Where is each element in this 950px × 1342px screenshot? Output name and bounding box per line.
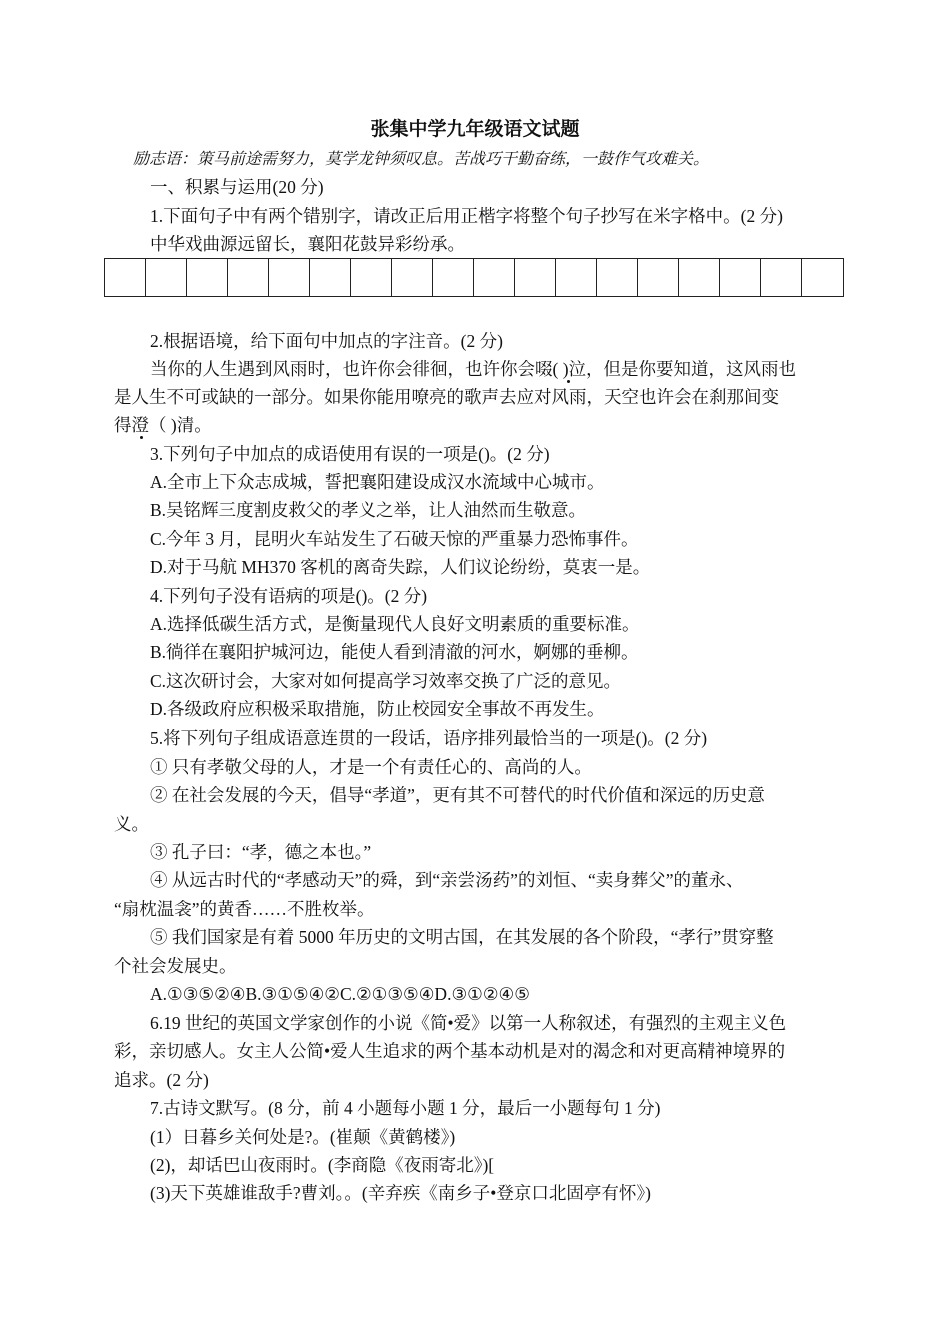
q4-option-a: A.选择低碳生活方式，是衡量现代人良好文明素质的重要标准。 xyxy=(150,614,640,634)
q3-option-a: A.全市上下众志成城，誓把襄阳建设成汉水流域中心城市。 xyxy=(150,472,605,492)
q5-sentence: ① 只有孝敬父母的人，才是一个有责任心的、高尚的人。 xyxy=(150,757,592,777)
q6-text: 彩，亲切感人。女主人公简•爱人生追求的两个基本动机是对的渴念和对更高精神境界的 xyxy=(114,1041,786,1061)
q7-stem: 7.古诗文默写。(8 分，前 4 小题每小题 1 分，最后一小题每句 1 分) xyxy=(150,1098,661,1118)
q2-passage-line: 是人生不可或缺的一部分。如果你能用嘹亮的歌声去应对风雨，天空也许会在刹那间变 xyxy=(114,387,779,407)
grid-cell[interactable] xyxy=(310,259,351,296)
grid-cell[interactable] xyxy=(638,259,679,296)
q5-sentence: ③ 孔子曰：“孝，德之本也。” xyxy=(150,842,372,862)
q2-passage-line: 当你的人生遇到风雨时，也许你会徘徊，也许你会啜( )泣，但是你要知道，这风雨也 xyxy=(150,359,797,379)
q7-item: (3)天下英雄谁敌手?曹刘。。(辛弃疾《南乡子•登京口北固亭有怀》) xyxy=(150,1183,651,1203)
q6-text: 追求。(2 分) xyxy=(114,1070,209,1090)
q4-option-c: C.这次研讨会，大家对如何提高学习效率交换了广泛的意见。 xyxy=(150,671,622,691)
grid-cell[interactable] xyxy=(515,259,556,296)
motto: 励志语：策马前途需努力，莫学龙钟须叹息。苦战巧干勤奋练，一鼓作气攻难关。 xyxy=(133,149,710,168)
q5-sentence: ④ 从远古时代的“孝感动天”的舜，到“亲尝汤药”的刘恒、“卖身葬父”的董永、 xyxy=(150,870,744,890)
grid-cell[interactable] xyxy=(392,259,433,296)
q4-stem: 4.下列句子没有语病的项是()。(2 分) xyxy=(150,586,428,606)
q2-passage-line: 得澄（ )清。 xyxy=(114,415,212,435)
grid-cell[interactable] xyxy=(228,259,269,296)
q4-option-d: D.各级政府应积极采取措施，防止校园安全事故不再发生。 xyxy=(150,699,605,719)
grid-cell[interactable] xyxy=(105,259,146,296)
grid-cell[interactable] xyxy=(679,259,720,296)
grid-cell[interactable] xyxy=(351,259,392,296)
section-heading: 一、积累与运用(20 分) xyxy=(150,177,324,197)
q1-sentence: 中华戏曲源远留长，襄阳花鼓异彩纷承。 xyxy=(150,234,465,254)
writing-grid xyxy=(104,258,844,297)
q3-option-c: C.今年 3 月，昆明火车站发生了石破天惊的严重暴力恐怖事件。 xyxy=(150,529,639,549)
q3-stem: 3.下列句子中加点的成语使用有误的一项是()。(2 分) xyxy=(150,444,550,464)
q5-sentence: 个社会发展史。 xyxy=(114,956,237,976)
grid-cell[interactable] xyxy=(597,259,638,296)
grid-cell[interactable] xyxy=(146,259,187,296)
grid-cell[interactable] xyxy=(761,259,802,296)
q5-sentence: ② 在社会发展的今天，倡导“孝道”，更有其不可替代的时代价值和深远的历史意 xyxy=(150,785,765,805)
grid-cell[interactable] xyxy=(720,259,761,296)
q3-option-d: D.对于马航 MH370 客机的离奇失踪，人们议论纷纷，莫衷一是。 xyxy=(150,557,651,577)
q7-item: (1）日暮乡关何处是?。(崔颠《黄鹤楼》) xyxy=(150,1127,456,1147)
grid-cell[interactable] xyxy=(802,259,843,296)
q5-options: A.①③⑤②④B.③①⑤④②C.②①③⑤④D.③①②④⑤ xyxy=(150,984,530,1004)
grid-cell[interactable] xyxy=(433,259,474,296)
page-title: 张集中学九年级语文试题 xyxy=(370,119,580,140)
grid-cell[interactable] xyxy=(474,259,515,296)
grid-cell[interactable] xyxy=(187,259,228,296)
q2-stem: 2.根据语境，给下面句中加点的字注音。(2 分) xyxy=(150,331,503,351)
q1-stem: 1.下面句子中有两个错别字，请改正后用正楷字将整个句子抄写在米字格中。(2 分) xyxy=(150,206,783,226)
q5-sentence: 义。 xyxy=(114,814,149,834)
q3-option-b: B.吴铭辉三度割皮救父的孝义之举，让人油然而生敬意。 xyxy=(150,500,587,520)
q6-text: 6.19 世纪的英国文学家创作的小说《简•爱》以第一人称叙述，有强烈的主观主义色 xyxy=(150,1013,787,1033)
q4-option-b: B.徜徉在襄阳护城河边，能使人看到清澈的河水，婀娜的垂柳。 xyxy=(150,642,639,662)
grid-cell[interactable] xyxy=(269,259,310,296)
q5-sentence: “扇枕温衾”的黄香……不胜枚举。 xyxy=(114,899,375,919)
q7-item: (2)，却话巴山夜雨时。(李商隐《夜雨寄北》)[ xyxy=(150,1155,495,1175)
grid-cell[interactable] xyxy=(556,259,597,296)
emphasis-dot xyxy=(567,380,570,383)
q5-sentence: ⑤ 我们国家是有着 5000 年历史的文明古国，在其发展的各个阶段，“孝行”贯穿整 xyxy=(150,927,774,947)
emphasis-dot xyxy=(140,436,143,439)
q5-stem: 5.将下列句子组成语意连贯的一段话，语序排列最恰当的一项是()。(2 分) xyxy=(150,728,708,748)
